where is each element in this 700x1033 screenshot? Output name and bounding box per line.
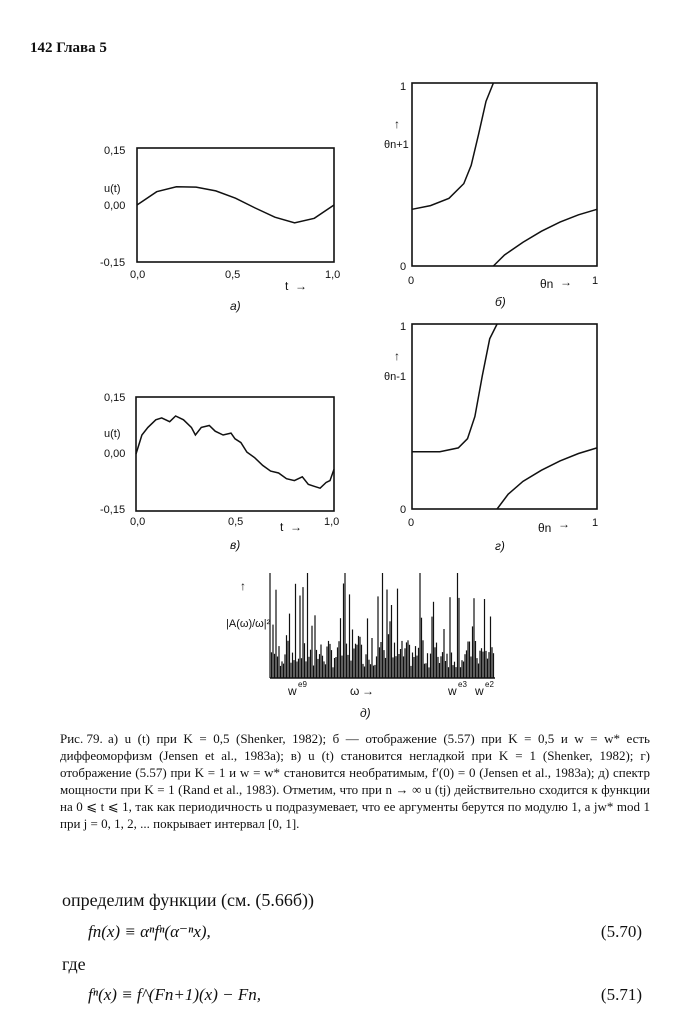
ytick-top: 0,15 [104,392,126,404]
y-arrow: ↑ [240,579,246,593]
x-label: t [280,520,284,534]
xtick-0: 0 [408,517,415,529]
x-label: θn [538,521,552,535]
plot-frame [412,83,597,266]
plot-frame [136,397,334,511]
spectrum-bars [270,573,495,678]
equation-5-70: fn(x) ≡ αⁿfⁿ(α⁻ⁿx), [88,922,211,941]
xtick-0: 0,0 [130,269,146,281]
x-arrow: → [558,517,570,531]
y-arrow: ↑ [394,117,400,131]
plot-frame [137,148,334,262]
x-label: θn [540,277,554,291]
plot-frame [412,324,597,509]
caption-text: а) u (t) при K = 0,5 (Shenker, 1982); б — отображение (5.57) при K = 0,5 и w = w* есть диффеоморфизм (Jensen et al., 1983a); в) u (t) становится негладкой при K = 1 (Shenker, 1982); г) отображение (5.57) при K = 1 и w = w* становится необратимым, f′(0) = 0 (Jensen et al., 1983a); д) спектр мощности при K = 1 (Rand et al., 1983). Отметим, что при n → ∞ u (tj) действительно сходится к функции на 0 ⩽ t ⩽ 1, так как периодичность u подразумевает, что ее аргументы берутся по модулю 1, а jw* mod 1 при j = 0, 1, 2, ... покрывает интервал [0, 1]. [60,731,650,831]
marker-2-base: w [448,684,457,698]
y-label: θn-1 [384,371,407,383]
ytick-mid: 0,00 [104,200,126,212]
xtick-2: 1,0 [325,269,341,281]
chart-panel-g [380,318,620,553]
marker-1-base: w [288,684,297,698]
xtick-2: 1,0 [324,516,340,528]
ytick-bottom: -0,15 [100,504,126,516]
x-arrow: → [290,520,302,534]
figure-caption [60,730,650,832]
y-label: |A(ω)/ω|² [226,618,271,630]
body-where: где [62,954,86,974]
xtick-1: 0,5 [225,269,241,281]
body-line: определим функции (см. (5.66б)) [62,890,315,910]
ytick-bottom: 0 [400,504,407,516]
page-number: 142 [30,40,53,56]
equation-5-71: fⁿ(x) ≡ f^(Fn+1)(x) − Fn, [88,985,261,1004]
xtick-0: 0 [408,275,415,287]
xtick-1: 0,5 [228,516,244,528]
marker-3-base: w [475,684,484,698]
panel-label: д) [360,706,371,720]
x-arrow: → [362,684,374,698]
chart-panel-a [80,140,370,320]
y-label: θn+1 [384,139,409,151]
marker-2-exp: e3 [458,680,467,689]
marker-3-exp: e2 [485,680,494,689]
xtick-1: 1 [592,517,599,529]
x-label: t [285,279,289,293]
panel-label: а) [230,299,241,313]
ytick-top: 0,15 [104,145,126,157]
series-branch-2 [493,209,597,266]
caption-label: Рис. 79. [60,731,103,746]
chart-panel-b [380,78,620,313]
xtick-0: 0,0 [130,516,146,528]
ytick-bottom: 0 [400,261,407,273]
series-branch-1 [412,324,497,452]
panel-label: б) [495,295,506,309]
panel-label: г) [495,539,505,553]
marker-1-exp: e9 [298,680,307,689]
panel-label: в) [230,538,241,552]
page-header [30,40,107,57]
chart-panel-d [220,565,510,725]
y-label: u(t) [104,428,121,440]
ytick-bottom: -0,15 [100,257,126,269]
series-line [137,187,334,223]
x-label: ω [350,684,360,698]
xtick-1: 1 [592,275,599,287]
equation-number: (5.71) [600,985,642,1004]
x-arrow: → [560,275,572,289]
y-label: u(t) [104,183,121,195]
series-branch-1 [412,83,493,209]
chapter-title: Глава 5 [56,40,107,56]
ytick-top: 1 [400,81,407,93]
series-line [136,416,334,488]
ytick-mid: 0,00 [104,448,126,460]
chart-panel-v [80,387,370,557]
series-branch-2 [497,448,597,509]
x-arrow: → [295,279,307,293]
y-arrow: ↑ [394,349,400,363]
ytick-top: 1 [400,321,407,333]
equation-number: (5.70) [600,922,642,941]
